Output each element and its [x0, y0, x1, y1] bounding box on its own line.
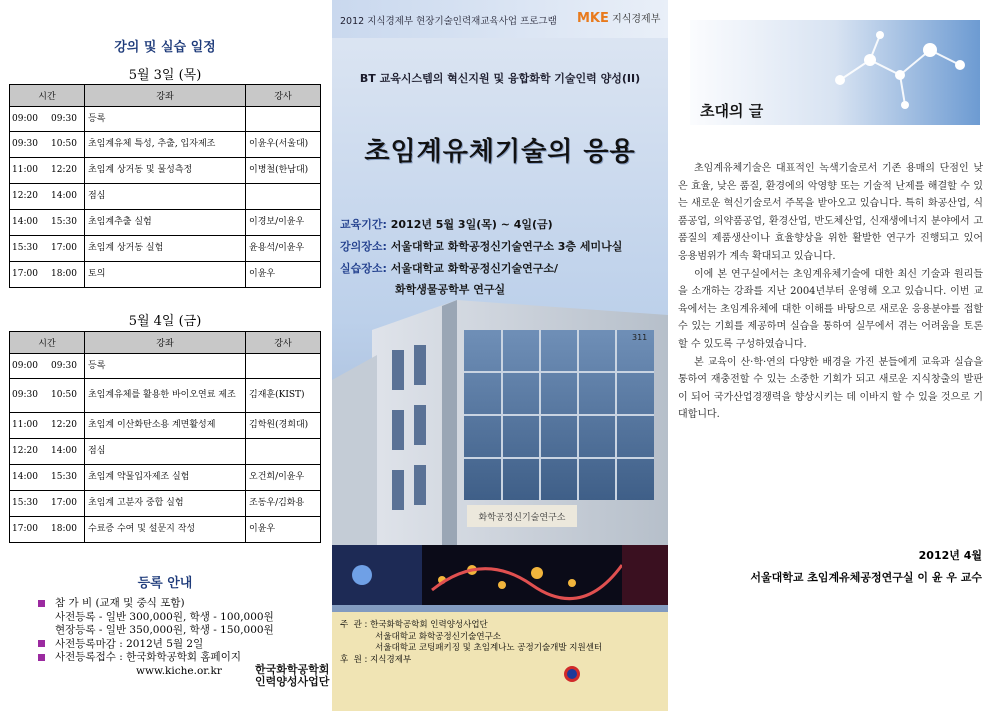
lecture-value: 서울대학교 화학공정신기술연구소 3층 세미나실	[390, 240, 623, 253]
table-row	[10, 132, 321, 158]
cell-start: 09:00	[10, 354, 46, 379]
cell-course: 초임계 상거동 및 물성측정	[85, 158, 246, 184]
fee-pre: 사전등록 - 일반 300,000원, 학생 - 100,000원	[55, 610, 274, 623]
cell-lecturer: 오건희/이윤우	[246, 465, 321, 491]
table-row	[10, 210, 321, 236]
cell-start: 14:00	[10, 465, 46, 491]
period-line	[340, 216, 553, 232]
cell-lecturer: 김재훈(KIST)	[246, 379, 321, 413]
cell-course: 등록	[85, 107, 246, 132]
lab-label: 실습장소:	[340, 262, 391, 275]
cell-end: 15:30	[45, 210, 85, 236]
day2-title: 5월 4일 (금)	[128, 314, 202, 329]
table-row	[10, 184, 321, 210]
cell-end: 12:20	[45, 413, 85, 439]
invitation-letter	[678, 160, 983, 424]
bullet-icon	[38, 640, 45, 647]
table-header	[10, 332, 321, 354]
cell-start: 15:30	[10, 236, 46, 262]
period-label: 교육기간:	[340, 218, 391, 231]
schedule-title: 강의 및 실습 일정	[114, 40, 216, 55]
day2-table	[9, 331, 321, 543]
kiche-line1: 한국화학공학회	[255, 663, 330, 676]
cell-start: 12:20	[10, 184, 46, 210]
program-name: 2012 지식경제부 현장기술인력재교육사업 프로그램	[340, 16, 557, 27]
table-row	[10, 491, 321, 517]
lecture-label: 강의장소:	[340, 240, 391, 253]
cell-course: 초임계 상거동 실험	[85, 236, 246, 262]
cell-start: 14:00	[10, 210, 46, 236]
cell-lecturer: 이윤우	[246, 262, 321, 288]
mke-logo-name: 지식경제부	[612, 14, 661, 25]
cell-lecturer	[246, 107, 321, 132]
science-image-strip	[332, 545, 668, 605]
cover-panel	[332, 0, 668, 711]
cell-start: 12:20	[10, 439, 46, 465]
cell-end: 18:00	[45, 262, 85, 288]
building-number: 311	[632, 333, 648, 342]
col-time: 시간	[10, 332, 85, 354]
lab-value: 서울대학교 화학공정신기술연구소/	[390, 262, 558, 275]
day1-table	[9, 84, 321, 288]
cell-end: 09:30	[45, 354, 85, 379]
cell-lecturer: 김학원(경희대)	[246, 413, 321, 439]
kiche-logo-icon	[564, 666, 580, 682]
cell-course: 초임계유체 특성, 추출, 입자제조	[85, 132, 246, 158]
cell-course: 초임계 고분자 중합 실험	[85, 491, 246, 517]
cell-lecturer	[246, 354, 321, 379]
fee-onsite: 현장등록 - 일반 350,000원, 학생 - 150,000원	[55, 624, 274, 636]
cell-start: 17:00	[10, 262, 46, 288]
cell-start: 11:00	[10, 158, 46, 184]
register-method: 사전등록접수 : 한국화학공학회 홈페이지	[55, 651, 241, 663]
lab-value-2: 화학생물공학부 연구실	[395, 283, 506, 296]
cell-lecturer: 이윤우(서울대)	[246, 132, 321, 158]
deadline: 사전등록마감 : 2012년 5월 2일	[55, 637, 204, 650]
cell-end: 10:50	[45, 379, 85, 413]
cell-course: 점심	[85, 184, 246, 210]
cell-course: 초임계유체를 활용한 바이오연료 제조	[85, 379, 246, 413]
table-row	[10, 439, 321, 465]
col-lecturer: 강사	[246, 332, 321, 354]
mke-logo	[577, 10, 660, 26]
cell-lecturer: 이윤우	[246, 517, 321, 543]
course-subtitle: BT 교육시스템의 혁신지원 및 융합화학 기술인력 양성(II)	[359, 72, 641, 85]
table-row	[10, 236, 321, 262]
bullet-icon	[38, 654, 45, 661]
registration-info	[38, 597, 274, 678]
cell-lecturer	[246, 184, 321, 210]
table-row	[10, 379, 321, 413]
cell-lecturer: 이병철(한남대)	[246, 158, 321, 184]
mke-logo-mark: MKE	[577, 11, 609, 26]
table-row	[10, 158, 321, 184]
cell-lecturer: 조동우/김화용	[246, 491, 321, 517]
course-title: 초임계유체기술의 응용	[364, 137, 636, 167]
registration-title: 등록 안내	[137, 576, 193, 591]
col-course: 강좌	[85, 85, 246, 107]
letter-signature: 서울대학교 초임계유체공정연구실 이 윤 우 교수	[750, 571, 982, 584]
schedule-panel	[0, 0, 330, 711]
cell-lecturer	[246, 439, 321, 465]
table-row	[10, 465, 321, 491]
cell-start: 15:30	[10, 491, 46, 517]
fee-label: 참 가 비 (교재 및 중식 포함)	[55, 597, 185, 609]
building-sign: 화학공정신기술연구소	[478, 513, 566, 523]
cell-start: 09:30	[10, 379, 46, 413]
lab-line-2	[395, 281, 505, 297]
kiche-line2: 인력양성사업단	[255, 675, 330, 688]
sponsor-box	[332, 612, 668, 711]
cell-lecturer: 윤용석/이윤우	[246, 236, 321, 262]
cell-end: 18:00	[45, 517, 85, 543]
bullet-icon	[38, 600, 45, 607]
cell-course: 점심	[85, 439, 246, 465]
sponsor-list: 주 관 : 한국화학공학회 인력양성사업단 서울대학교 화학공정신기술연구소 서울대학교 코팅패키징 및 초임계나노 공정기술개발 지원센터 후 원 : 지식경제부	[340, 620, 603, 665]
cell-start: 17:00	[10, 517, 46, 543]
col-course: 강좌	[85, 332, 246, 354]
table-row	[10, 517, 321, 543]
cell-start: 11:00	[10, 413, 46, 439]
cell-end: 12:20	[45, 158, 85, 184]
lab-line	[340, 260, 558, 276]
invitation-title: 초대의 글	[700, 102, 764, 120]
cell-end: 17:00	[45, 491, 85, 517]
letter-paragraph: 이에 본 연구실에서는 초임계유체기술에 대한 최신 기술과 원리들을 소개하는 강좌를 지난 2004년부터 운영해 오고 있습니다. 이번 교육에서는 초임계유체에 대한 이해를 바탕으로 새로운 응용분야를 접할 수 있는 기회를 제공하며 실습을 통하여 실무에서 겪는 어려움을 토론할 수 있도록 구성하였습니다.	[678, 268, 983, 350]
cell-course: 초임계 이산화탄소용 계면활성제	[85, 413, 246, 439]
cell-end: 14:00	[45, 439, 85, 465]
lecture-line	[340, 238, 622, 254]
invitation-panel	[670, 0, 1000, 711]
day1-title: 5월 3일 (목)	[128, 68, 202, 83]
cell-end: 14:00	[45, 184, 85, 210]
cell-course: 등록	[85, 354, 246, 379]
table-row	[10, 107, 321, 132]
cell-start: 09:30	[10, 132, 46, 158]
letter-paragraph: 초임계유체기술은 대표적인 녹색기술로서 기존 용매의 단점인 낮은 효율, 낮은 품질, 환경에의 악영향 또는 기술적 난제를 해결할 수 있는 새로운 혁신기술로서 주목을 받아오고 있습니다. 특히 화공산업, 식품공업, 의약품공업, 환경산업, 반도체산업, 신재생에너지 분야에서 고품질의 제품생산이나 효율향상을 위한 활발한 연구가 진행되고 있어 응용범위가 계속 확대되고 있습니다.	[678, 163, 983, 262]
cell-course: 초임계 약물입자제조 실험	[85, 465, 246, 491]
letter-paragraph: 본 교육이 산·학·연의 다양한 배경을 가진 분들에게 교육과 실습을 통하여 재충전할 수 있는 소중한 기회가 되고 새로운 지식창출의 발판이 되어 국가산업경쟁력을 향상시키는 데 이바지 할 수 있을 것으로 기대합니다.	[678, 356, 983, 421]
col-time: 시간	[10, 85, 85, 107]
cell-course: 수료증 수여 및 설문지 작성	[85, 517, 246, 543]
col-lecturer: 강사	[246, 85, 321, 107]
cell-end: 17:00	[45, 236, 85, 262]
period-value: 2012년 5월 3일(목) ~ 4일(금)	[390, 218, 553, 231]
cell-course: 초임계추출 실험	[85, 210, 246, 236]
table-row	[10, 354, 321, 379]
cell-course: 토의	[85, 262, 246, 288]
table-row	[10, 413, 321, 439]
register-url[interactable]: www.kiche.or.kr	[136, 664, 222, 677]
building-photo	[332, 300, 668, 545]
cell-lecturer: 이경보/이윤우	[246, 210, 321, 236]
cell-end: 15:30	[45, 465, 85, 491]
cell-start: 09:00	[10, 107, 46, 132]
table-row	[10, 262, 321, 288]
cell-end: 09:30	[45, 107, 85, 132]
kiche-org	[255, 664, 329, 688]
letter-date: 2012년 4월	[918, 549, 982, 562]
table-header	[10, 85, 321, 107]
cell-end: 10:50	[45, 132, 85, 158]
